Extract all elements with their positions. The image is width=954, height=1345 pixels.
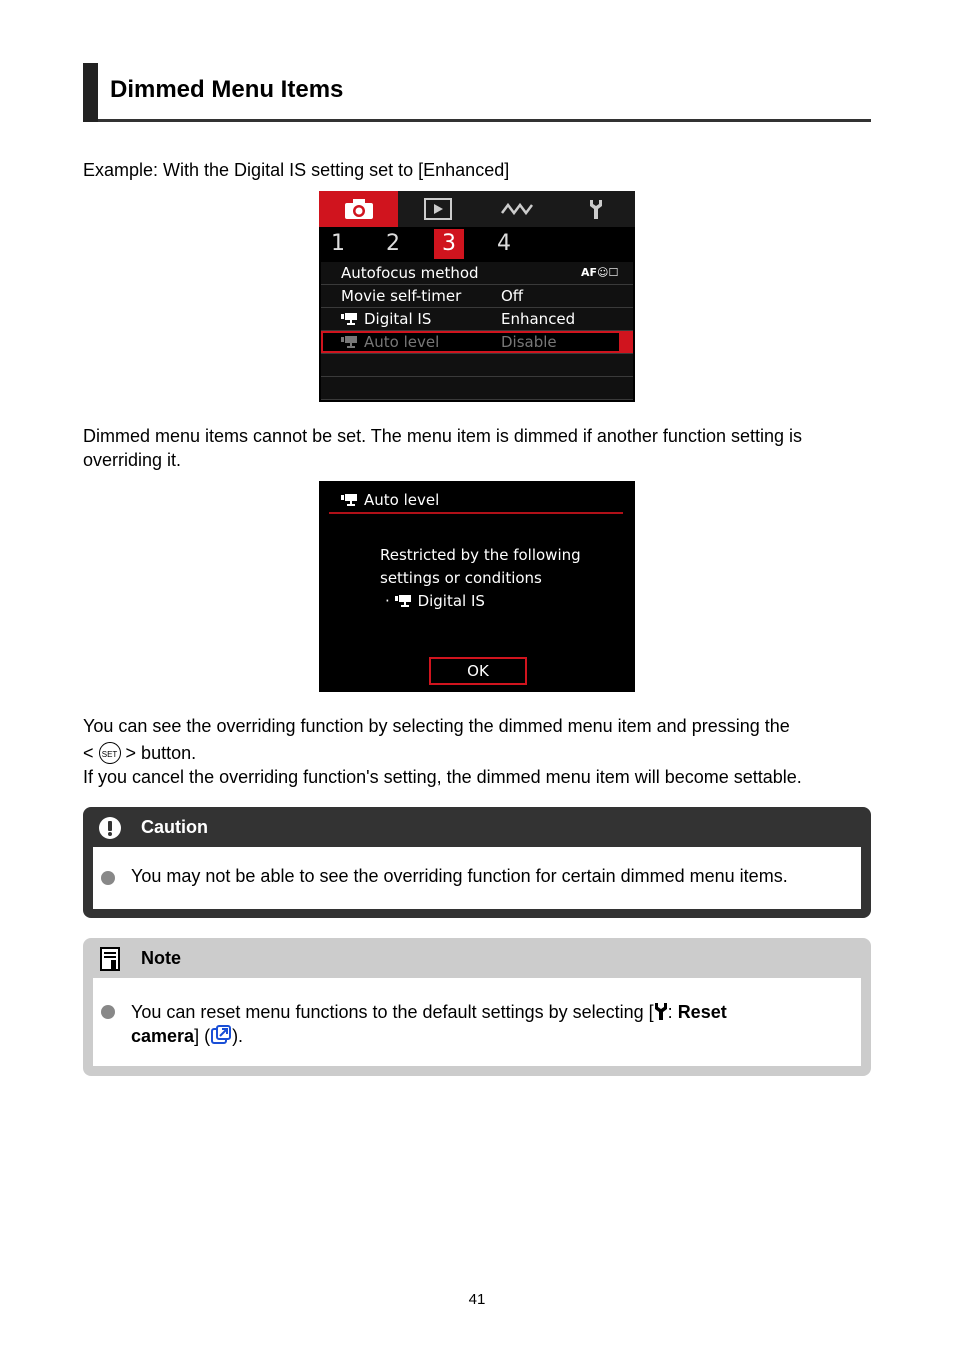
link-icon[interactable]	[210, 1025, 232, 1045]
menu-row-empty	[321, 354, 633, 377]
note-body	[93, 978, 861, 1066]
para-line: If you cancel the overriding function's setting, the dimmed menu item will become settable.	[83, 767, 802, 787]
intro-text: Example: With the Digital IS setting set to [Enhanced]	[83, 160, 510, 180]
dialog-screenshot	[319, 481, 635, 692]
bracket-close: > button.	[125, 743, 197, 763]
bullet-dot: ·	[385, 592, 390, 610]
menu-row	[321, 285, 633, 308]
page-number-active: 3	[434, 229, 464, 259]
note-icon	[100, 947, 120, 971]
menu-row	[321, 308, 633, 331]
menu-row-label: Auto level	[364, 333, 440, 351]
note-text-part: ).	[232, 1026, 244, 1046]
page-number: 4	[497, 231, 511, 256]
movie-icon	[341, 336, 358, 348]
movie-icon	[341, 313, 358, 325]
menu-row-value: Off	[501, 287, 524, 305]
note-text-part: :	[667, 1002, 678, 1022]
dialog-title: Auto level	[364, 491, 440, 509]
dialog-line: Restricted by the following	[380, 546, 581, 564]
wrench-icon	[654, 1002, 668, 1020]
menu-tabs	[319, 191, 635, 227]
ok-button: OK	[429, 657, 527, 685]
menu-row	[321, 262, 633, 285]
page-number: 41	[468, 1291, 486, 1308]
dialog-line: settings or conditions	[380, 569, 542, 587]
section-heading	[83, 63, 871, 122]
dialog-item: Digital IS	[417, 592, 485, 610]
wrench-icon	[556, 191, 635, 227]
movie-icon	[341, 494, 358, 506]
menu-row-selected	[321, 331, 633, 354]
paragraph-dimmed: Dimmed menu items cannot be set. The menu item is dimmed if another function setting is overriding it.	[83, 426, 802, 470]
camera-icon	[319, 191, 398, 227]
caution-body	[93, 847, 861, 909]
menu-row-value: AF☺☐	[581, 266, 619, 279]
set-button-label: SET	[101, 750, 118, 759]
note-text-part: ] (	[194, 1026, 211, 1046]
movie-icon	[395, 595, 412, 607]
page-number: 1	[331, 231, 345, 256]
note-bold-camera: camera	[131, 1026, 195, 1046]
menu-row-value: Disable	[501, 333, 557, 351]
section-title: Dimmed Menu Items	[110, 76, 344, 103]
note-text	[131, 1000, 831, 1048]
note-title: Note	[141, 948, 181, 968]
menu-row-value: Enhanced	[501, 310, 576, 328]
caution-box	[83, 807, 871, 918]
bullet-icon	[101, 1005, 115, 1019]
playback-icon	[398, 191, 477, 227]
note-bold-reset: Reset	[677, 1002, 727, 1022]
heading-bar	[83, 63, 98, 122]
dialog-divider	[329, 512, 623, 514]
note-box	[83, 938, 871, 1076]
custom-wave-icon	[477, 191, 556, 227]
note-text-part: You can reset menu functions to the default settings by selecting [	[131, 1002, 654, 1022]
paragraph-overriding	[83, 714, 873, 789]
menu-row-label: Digital IS	[364, 310, 432, 328]
bullet-icon	[101, 871, 115, 885]
page-number: 2	[386, 231, 400, 256]
menu-row-empty	[321, 377, 633, 400]
caution-icon	[99, 817, 121, 839]
bracket-open: <	[83, 743, 94, 763]
menu-row-label: Autofocus method	[341, 264, 479, 282]
menu-row-label: Movie self-timer	[341, 287, 462, 305]
menu-pages	[319, 227, 635, 261]
menu-screenshot	[319, 191, 635, 402]
set-button-icon	[99, 742, 121, 764]
para-line: You can see the overriding function by selecting the dimmed menu item and pressing the	[83, 716, 790, 736]
caution-text: You may not be able to see the overriding function for certain dimmed menu items.	[131, 866, 788, 886]
caution-title: Caution	[141, 817, 208, 837]
